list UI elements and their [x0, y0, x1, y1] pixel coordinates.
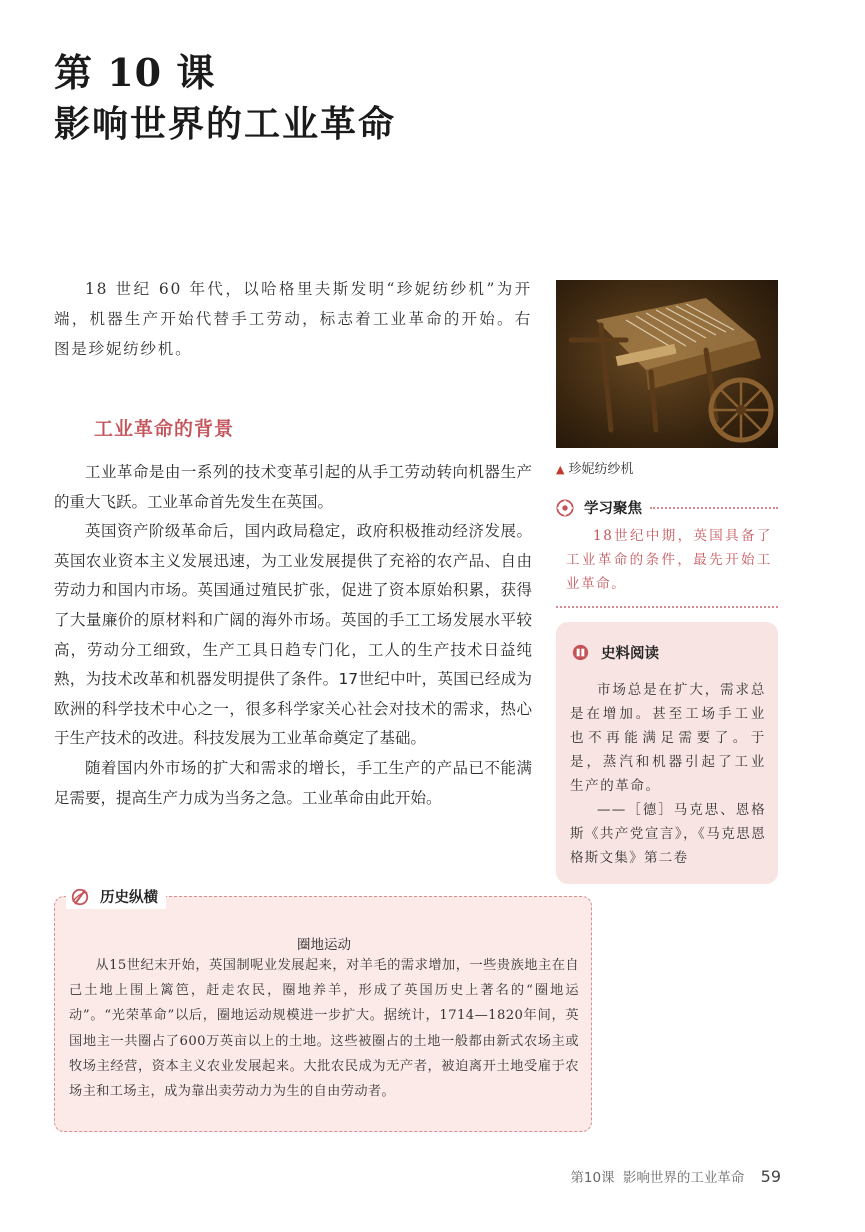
body-paragraph: 英国资产阶级革命后，国内政局稳定，政府积极推动经济发展。英国农业资本主义发展迅速，为工业发展提供了充裕的农产品、自由劳动力和国内市场。英国通过殖民扩张，促进了资本原始积累，获得了大量廉价的原材料和广阔的海外市场。英国的手工工场发展水平较高，劳动分工细致，生产工具日趋专门化，工人的生产技术日益纯熟，为技术改革和机器发明提供了条件。17世纪中叶，英国已经成为欧洲的科学技术中心之一，很多科学家关心社会对技术的需求，热心于生产技术的改进。科技发展为工业革命奠定了基础。: [54, 522, 532, 748]
study-focus-title: 学习聚焦: [584, 501, 642, 517]
spinning-jenny-photo: [556, 280, 778, 448]
dotted-divider: [650, 507, 778, 509]
body-paragraph: 工业革命是由一系列的技术变革引起的从手工劳动转向机器生产的重大飞跃。工业革命首先发生在英国。: [54, 463, 532, 511]
page-footer: [570, 1166, 781, 1186]
section-body: [54, 458, 532, 813]
history-header: [66, 884, 166, 909]
intro-paragraph: 18 世纪 60 年代，以哈格里夫斯发明“珍妮纺纱机”为开端，机器生产开始代替手工劳动，标志着工业革命的开始。右图是珍妮纺纱机。: [54, 280, 532, 358]
lesson-number: 第 10 课: [54, 50, 216, 95]
section-heading: 工业革命的背景: [94, 418, 235, 440]
lesson-title: 影响世界的工业革命: [54, 103, 397, 145]
dotted-divider: [556, 606, 778, 608]
source-reading-header: [572, 642, 659, 663]
target-icon: [556, 499, 574, 517]
caption-triangle-icon: ▲: [556, 463, 565, 476]
footer-title: 影响世界的工业革命: [622, 1170, 745, 1186]
book-icon: [572, 644, 589, 661]
page-number: 59: [760, 1167, 781, 1186]
source-reading-box: [556, 622, 778, 884]
source-quote: 市场总是在扩大，需求总是在增加。甚至工场手工业也不再能满足需要了。于是，蒸汽和机器引起了工业生产的革命。: [570, 682, 766, 794]
body-paragraph: 随着国内外市场的扩大和需求的增长，手工生产的产品已不能满足需要，提高生产力成为当务之急。工业革命由此开始。: [54, 758, 532, 807]
photo-caption: [556, 458, 633, 477]
history-subtitle: 圈地运动: [297, 937, 351, 953]
source-reading-title: 史料阅读: [601, 646, 659, 662]
history-text: 从15世纪末开始，英国制呢业发展起来，对羊毛的需求增加，一些贵族地主在自己土地上围上篱笆，赶走农民，圈地养羊，形成了英国历史上著名的“圈地运动”。“光荣革命”以后，圈地运动规模进一步扩大。据统计，1714—1820年间，英国地主一共圈占了600万英亩以上的土地。这些被圈占的土地一般都由新式农场主或牧场主经营，资本主义农业发展起来。大批农民成为无产者，被迫离开土地受雇于农场主和工场主，成为靠出卖劳动力为生的自由劳动者。: [69, 958, 579, 1100]
study-focus-text: 18世纪中期，英国具备了工业革命的条件，最先开始工业革命。: [566, 528, 772, 592]
history-icon: [70, 887, 90, 907]
footer-chapter: 第10课: [570, 1170, 615, 1186]
study-focus-header: [556, 497, 778, 518]
photo-caption-text: 珍妮纺纱机: [568, 462, 634, 477]
history-box: [54, 896, 592, 1132]
history-title: 历史纵横: [100, 890, 158, 906]
source-citation: ——［德］马克思、恩格斯《共产党宣言》，《马克思恩格斯文集》第二卷: [570, 802, 766, 866]
